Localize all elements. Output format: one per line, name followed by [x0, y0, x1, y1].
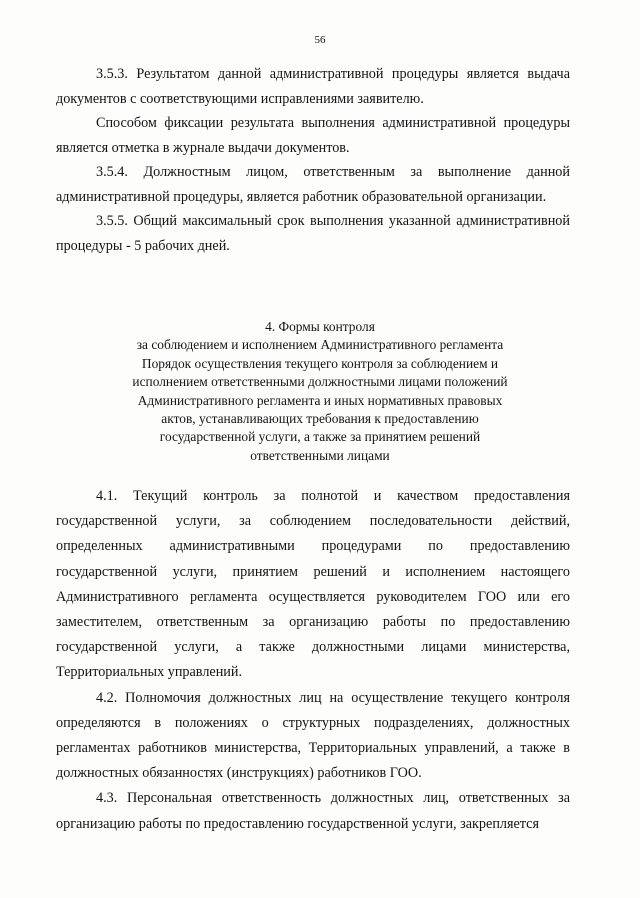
heading-line: актов, устанавливающих требования к предоставлению — [161, 411, 479, 427]
paragraph-3-5-4: 3.5.4. Должностным лицом, ответственным за выполнение данной административной процедуры, является работник образовательной организации. — [56, 164, 570, 205]
paragraph-4-2: 4.2. Полномочия должностных лиц на осуществление текущего контроля определяются в положениях о структурных подразделениях, должностных регламентах работников министерства, Территориальных управлений, а также в должностных обязанностях (инструкциях) работников ГОО. — [56, 689, 570, 782]
heading-line: государственной услуги, а также за принятием решений — [159, 429, 481, 445]
page-number: 56 — [314, 34, 326, 46]
paragraph-4-3: 4.3. Персональная ответственность должностных лиц, ответственных за организацию работы по предоставлению государственной услуги, закрепляется — [56, 790, 570, 832]
paragraph-fixation: Способом фиксации результата выполнения административной процедуры является отметка в журнале выдачи документов. — [56, 115, 570, 156]
paragraph-4-1: 4.1. Текущий контроль за полнотой и качеством предоставления государственной услуги, за соблюдением последовательности действий, определенных административными процедурами по предоставлению государственной услуги, принятием решений и исполнением настоящего Административного регламента осуществляется руководителем ГОО или его заместителем, ответственным за организацию работы по предоставлению государственной услуги, а также должностными лицами министерства, Территориальных управлений. — [56, 488, 570, 681]
heading-line: за соблюдением и исполнением Административного регламента — [136, 337, 504, 353]
main-text-block — [56, 484, 570, 837]
heading-line: исполнением ответственными должностными лицами положений — [132, 374, 508, 390]
heading-line: Порядок осуществления текущего контроля за соблюдением и — [141, 355, 499, 371]
heading-line: ответственными лицами — [250, 447, 390, 463]
paragraph-3-5-3: 3.5.3. Результатом данной административной процедуры является выдача документов с соответствующими исправлениями заявителю. — [56, 66, 570, 107]
top-text-block — [56, 62, 570, 258]
heading-line: 4. Формы контроля — [265, 319, 375, 334]
paragraph-3-5-5: 3.5.5. Общий максимальный срок выполнения указанной административной процедуры - 5 рабочих дней. — [56, 213, 570, 254]
heading-line: Административного регламента и иных нормативных правовых — [137, 392, 503, 408]
section-heading — [80, 318, 560, 465]
